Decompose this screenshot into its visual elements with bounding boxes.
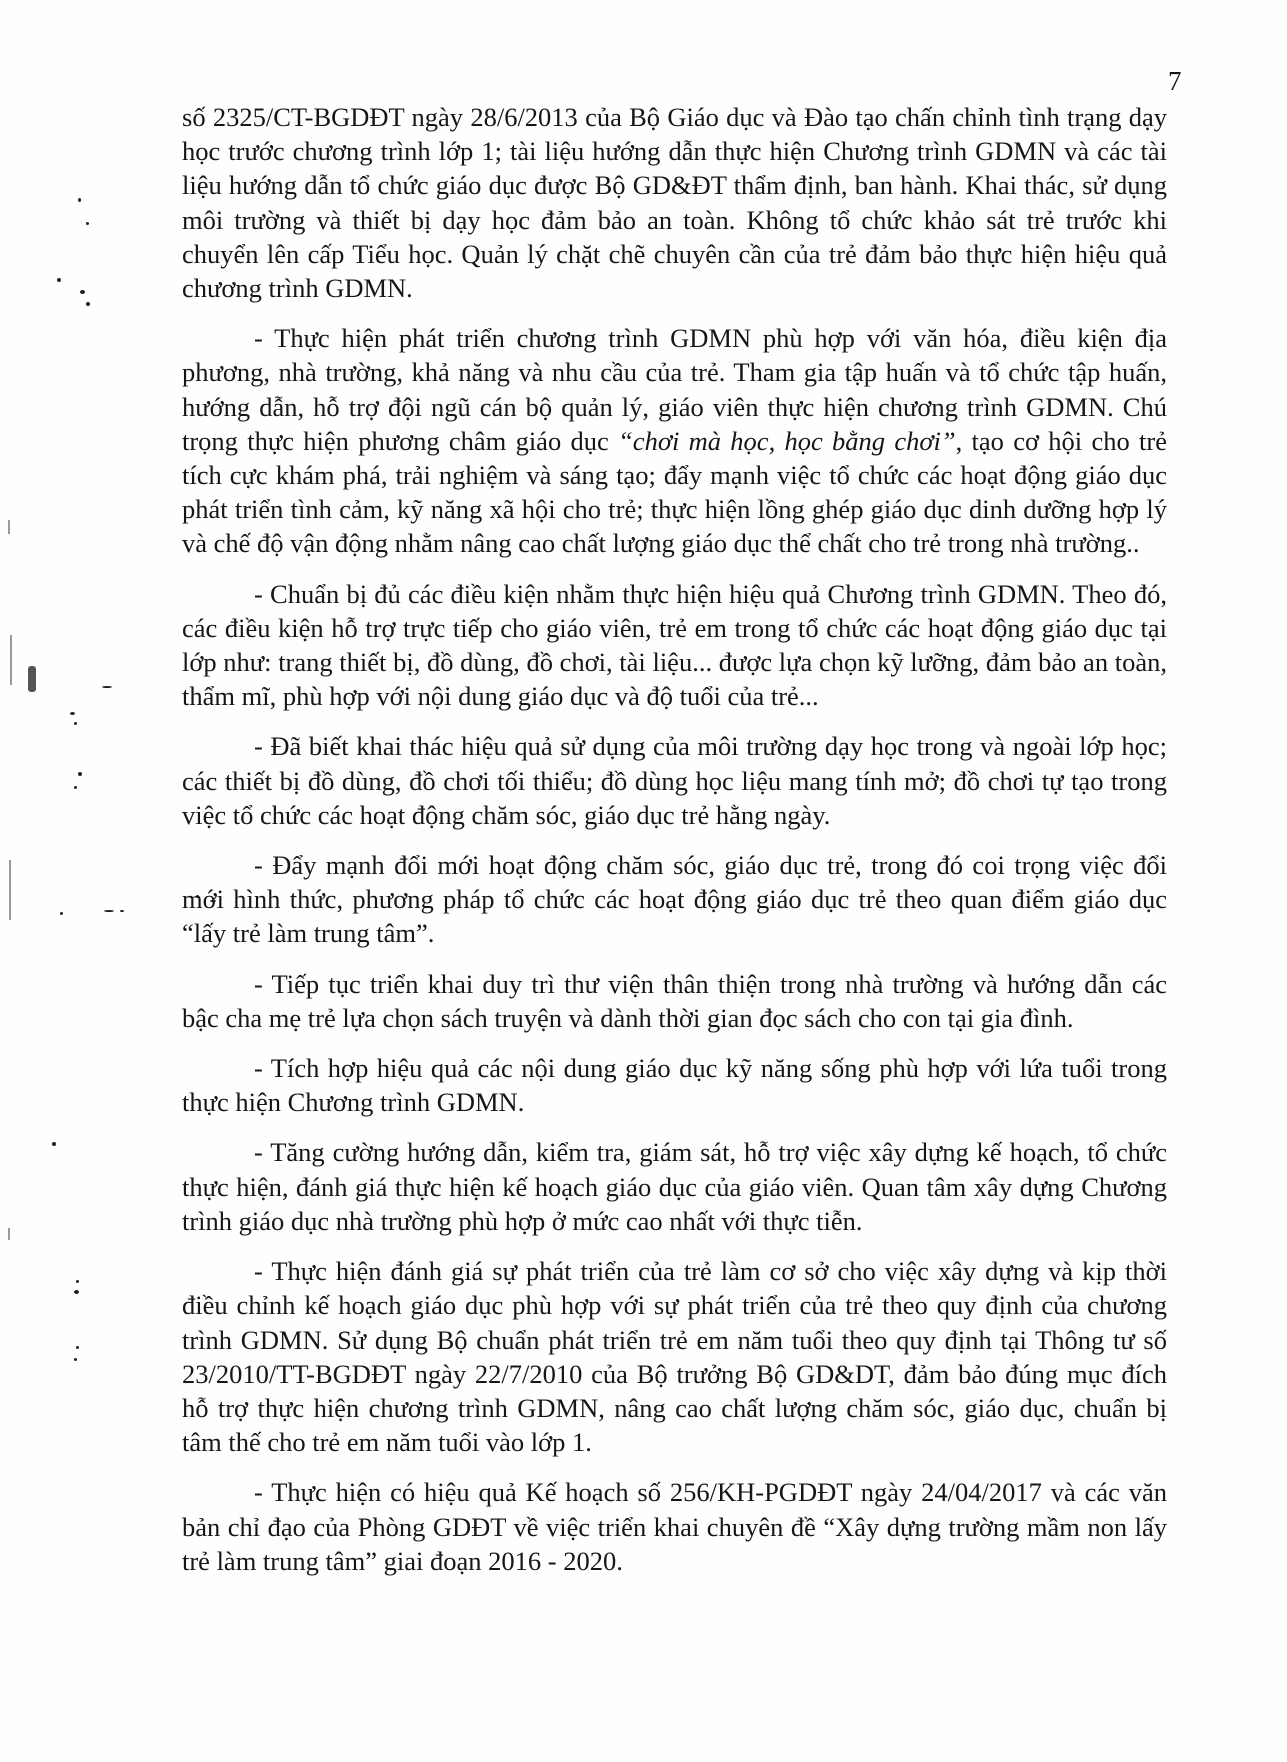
scan-speck <box>78 772 82 776</box>
paragraph-life-skills: - Tích hợp hiệu quả các nội dung giáo dục kỹ năng sống phù hợp với lứa tuổi trong thực hiện Chương trình GDMN. <box>182 1053 1167 1118</box>
paragraph-innovation: - Đẩy mạnh đổi mới hoạt động chăm sóc, giáo dục trẻ, trong đó coi trọng việc đổi mới hình thức, phương pháp tổ chức các hoạt động giáo dục trẻ theo quan điểm giáo dục “lấy trẻ làm trung tâm”. <box>182 850 1167 949</box>
scan-speck <box>74 1358 77 1361</box>
paragraph-continuation: số 2325/CT-BGDĐT ngày 28/6/2013 của Bộ Giáo dục và Đào tạo chấn chỉnh tình trạng dạy học trước chương trình lớp 1; tài liệu hướng dẫn thực hiện Chương trình GDMN và các tài liệu hướng dẫn tổ chức giáo dục được Bộ GD&ĐT thẩm định, ban hành. Khai thác, sử dụng môi trường và thiết bị dạy học đảm bảo an toàn. Không tổ chức khảo sát trẻ trước khi chuyển lên cấp Tiểu học. Quản lý chặt chẽ chuyên cần của trẻ đảm bảo thực hiện hiệu quả chương trình GDMN. <box>182 102 1167 304</box>
scan-speck <box>78 198 81 202</box>
scan-speck <box>80 290 85 294</box>
scan-speck <box>74 722 77 725</box>
paragraph-supervision: - Tăng cường hướng dẫn, kiểm tra, giám sát, hỗ trợ việc xây dựng kế hoạch, tổ chức thực hiện, đánh giá thực hiện kế hoạch giáo dục của giáo viên. Quan tâm xây dựng Chương trình giáo dục nhà trường phù hợp ở mức cao nhất với thực tiễn. <box>182 1137 1167 1236</box>
scan-speck <box>120 910 124 912</box>
document-body <box>182 100 1167 1594</box>
paragraph-assessment: - Thực hiện đánh giá sự phát triển của trẻ làm cơ sở cho việc xây dựng và kịp thời điều chỉnh kế hoạch giáo dục phù hợp với sự phát triển của trẻ theo quy định của chương trình GDMN. Sử dụng Bộ chuẩn phát triển trẻ em năm tuổi theo quy định tại Thông tư số 23/2010/TT-BGDĐT ngày 22/7/2010 của Bộ trưởng Bộ GD&DT, đảm bảo đúng mục đích hỗ trợ thực hiện chương trình GDMN, nâng cao chất lượng chăm sóc, giáo dục, chuẩn bị tâm thế cho trẻ em năm tuổi vào lớp 1. <box>182 1256 1167 1458</box>
scan-speck <box>74 1290 79 1294</box>
scan-margin-line <box>8 520 10 534</box>
scan-speck <box>102 686 112 688</box>
paragraph-library: - Tiếp tục triển khai duy trì thư viện thân thiện trong nhà trường và hướng dẫn các bậc cha mẹ trẻ lựa chọn sách truyện và dành thời gian đọc sách cho con tại gia đình. <box>182 968 1167 1033</box>
scan-speck <box>70 712 75 715</box>
scan-speck <box>28 666 36 692</box>
page-number: 7 <box>1168 66 1182 96</box>
scan-speck <box>86 222 89 225</box>
paragraph-conditions: - Chuẩn bị đủ các điều kiện nhằm thực hiện hiệu quả Chương trình GDMN. Theo đó, các điều kiện hỗ trợ trực tiếp cho giáo viên, trẻ em trong tổ chức các hoạt động giáo dục tại lớp như: trang thiết bị, đồ dùng, đồ chơi, tài liệu... được lựa chọn kỹ lưỡng, đảm bảo an toàn, thẩm mĩ, phù hợp với nội dung giáo dục và độ tuổi của trẻ... <box>182 578 1167 712</box>
scan-speck <box>86 302 90 306</box>
paragraph-text: , tạo cơ hội cho trẻ tích cực khám phá, trải nghiệm và sáng tạo; đẩy mạnh việc tổ chức các hoạt động giáo dục phát triển tình cảm, kỹ năng xã hội cho trẻ; thực hiện lồng ghép giáo dục dinh dưỡng hợp lý và chế độ vận động nhằm nâng cao chất lượng giáo dục thể chất cho trẻ trong nhà trường.. <box>182 425 1167 559</box>
scan-speck <box>76 1280 79 1283</box>
scan-speck <box>52 1142 56 1146</box>
quoted-motto: “chơi mà học, học bằng chơi” <box>618 425 956 456</box>
scan-speck <box>60 912 63 915</box>
paragraph-text: - Thực hiện phát triển chương trình GDMN phù hợp với văn hóa, điều kiện địa phương, nhà trường, khả năng và nhu cầu của trẻ. Tham gia tập huấn và tổ chức tập huấn, hướng dẫn, hỗ trợ đội ngũ cán bộ quản lý, giáo viên thực hiện chương trình GDMN. Chú trọng thực hiện phương châm giáo dục <box>182 323 1167 456</box>
scan-speck <box>74 786 77 789</box>
scan-margin-line <box>8 1228 10 1240</box>
scan-speck <box>76 1346 79 1349</box>
scan-margin-line <box>9 860 11 920</box>
paragraph-environment: - Đã biết khai thác hiệu quả sử dụng của môi trường dạy học trong và ngoài lớp học; các thiết bị đồ dùng, đồ chơi tối thiểu; đồ dùng học liệu mang tính mở; đồ chơi tự tạo trong việc tổ chức các hoạt động chăm sóc, giáo dục trẻ hằng ngày. <box>182 731 1167 830</box>
scan-speck <box>57 278 61 282</box>
scan-speck <box>104 910 114 912</box>
scan-margin-line <box>10 635 12 685</box>
paragraph-curriculum-development <box>182 321 1167 560</box>
paragraph-plan-256: - Thực hiện có hiệu quả Kế hoạch số 256/KH-PGDĐT ngày 24/04/2017 và các văn bản chỉ đạo của Phòng GDĐT về việc triển khai chuyên đề “Xây dựng trường mầm non lấy trẻ làm trung tâm” giai đoạn 2016 - 2020. <box>182 1477 1167 1576</box>
